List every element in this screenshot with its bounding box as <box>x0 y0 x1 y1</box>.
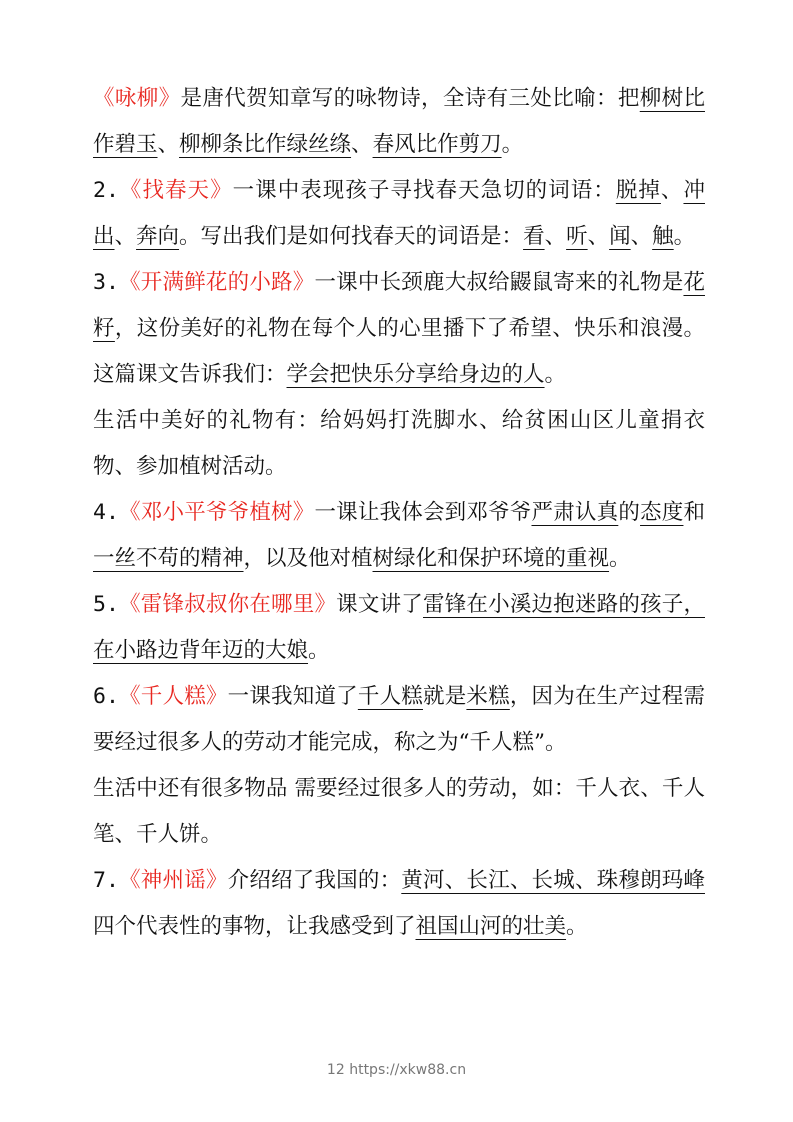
text-run: 四个代表性的事物，让我感受到了 <box>93 914 416 939</box>
text-run: 、 <box>157 132 180 157</box>
underlined-answer: 春风比作剪刀 <box>372 132 502 157</box>
paragraph <box>93 168 705 260</box>
underlined-answer: 看 <box>523 224 545 249</box>
underlined-answer: 冲出 <box>93 178 705 249</box>
underlined-answer: 祖国山河的壮美 <box>415 914 567 939</box>
underlined-answer: 触 <box>652 224 674 249</box>
text-run: 生活中美好的礼物有：给妈妈打洗脚水、给贫困山区儿童捐衣物、参加植树活动。 <box>93 408 705 479</box>
underlined-answer: 千人糕 <box>357 684 423 709</box>
text-run: 和 <box>683 500 705 525</box>
underlined-answer: 听 <box>566 224 588 249</box>
document-body <box>93 76 705 950</box>
text-run: 、 <box>544 224 567 249</box>
item-number: 3. <box>93 270 119 295</box>
paragraph <box>93 858 705 950</box>
text-run: 。 <box>566 914 588 939</box>
text-run: 。 <box>308 638 330 663</box>
lesson-title: 《开满鲜花的小路》 <box>118 270 315 295</box>
text-run: 、 <box>351 132 373 157</box>
underlined-answer: 树绿化和保护环境的重视 <box>372 546 610 571</box>
text-run: 课文讲了 <box>336 592 423 617</box>
text-run: 一课让我体会到邓爷爷 <box>314 500 532 525</box>
underlined-answer: 闻 <box>609 224 631 249</box>
footer-url: https://xkw88.cn <box>349 1062 467 1078</box>
underlined-answer: 严肃认真 <box>531 500 619 525</box>
text-run: 介绍绍了我国的： <box>227 868 402 893</box>
text-run: 、 <box>630 224 653 249</box>
underlined-answer: 脱掉 <box>615 178 661 203</box>
text-run: ，以及他对植 <box>243 546 373 571</box>
text-run: 。 <box>673 224 696 249</box>
underlined-answer: 米糕 <box>466 684 510 709</box>
text-run: 是唐代贺知章写的咏物诗，全诗有三处比喻：把 <box>180 86 640 111</box>
text-run: 一课中长颈鹿大叔给鼹鼠寄来的礼物是 <box>314 270 684 295</box>
underlined-answer: 花籽 <box>93 270 705 341</box>
page-number: 12 <box>326 1062 345 1078</box>
paragraph <box>93 398 705 490</box>
lesson-title: 《邓小平爷爷植树》 <box>118 500 315 525</box>
text-run: 就是 <box>422 684 467 709</box>
text-run: 生活中还有很多物品 需要经过很多人的劳动，如：千人衣、千人笔、千人饼。 <box>93 776 705 847</box>
text-run: 、 <box>587 224 610 249</box>
lesson-title: 《神州谣》 <box>118 868 228 893</box>
paragraph <box>93 674 705 766</box>
text-run: 、 <box>114 224 137 249</box>
page-footer <box>0 1062 793 1078</box>
underlined-answer: 黄河、长江、长城、珠穆朗玛峰 <box>401 868 705 893</box>
item-number: 6. <box>93 684 119 709</box>
underlined-answer: 柳柳条比作绿丝绦 <box>179 132 352 157</box>
item-number: 5. <box>93 592 119 617</box>
text-run: 。写出我们是如何找春天的词语是： <box>179 224 524 249</box>
text-run: 。 <box>501 132 524 157</box>
underlined-answer: 奔向 <box>136 224 180 249</box>
item-number: 2. <box>93 178 119 203</box>
text-run: ，这份美好的礼物在每个人的心里播下了希望、快乐和浪漫。这篇课文告诉我们： <box>93 316 705 387</box>
underlined-answer: 学会把快乐分享给身边的人 <box>286 362 545 387</box>
text-run: 。 <box>609 546 631 571</box>
item-number: 4. <box>93 500 119 525</box>
text-run: 的 <box>618 500 641 525</box>
lesson-title: 《雷锋叔叔你在哪里》 <box>118 592 337 617</box>
text-run: ，因为在生产过程需要经过很多人的劳动才能完成，称之为“千人糕”。 <box>93 684 705 755</box>
paragraph <box>93 582 705 674</box>
lesson-title: 《千人糕》 <box>118 684 228 709</box>
text-run: 一课中表现孩子寻找春天急切的词语： <box>232 178 616 203</box>
underlined-answer: 柳树比作碧玉 <box>93 86 705 157</box>
underlined-answer: 态度 <box>640 500 684 525</box>
text-run: 一课我知道了 <box>227 684 358 709</box>
paragraph <box>93 766 705 858</box>
lesson-title: 《找春天》 <box>118 178 233 203</box>
paragraph <box>93 260 705 398</box>
item-number: 7. <box>93 868 119 893</box>
paragraph <box>93 76 705 168</box>
paragraph <box>93 490 705 582</box>
text-run: 。 <box>544 362 567 387</box>
underlined-answer: 雷锋在小溪边抱迷路的孩子，在小路边背年迈的大娘 <box>93 592 705 663</box>
lesson-title: 《咏柳》 <box>93 86 181 111</box>
underlined-answer: 一丝不苟的精神 <box>93 546 244 571</box>
text-run: 、 <box>660 178 684 203</box>
